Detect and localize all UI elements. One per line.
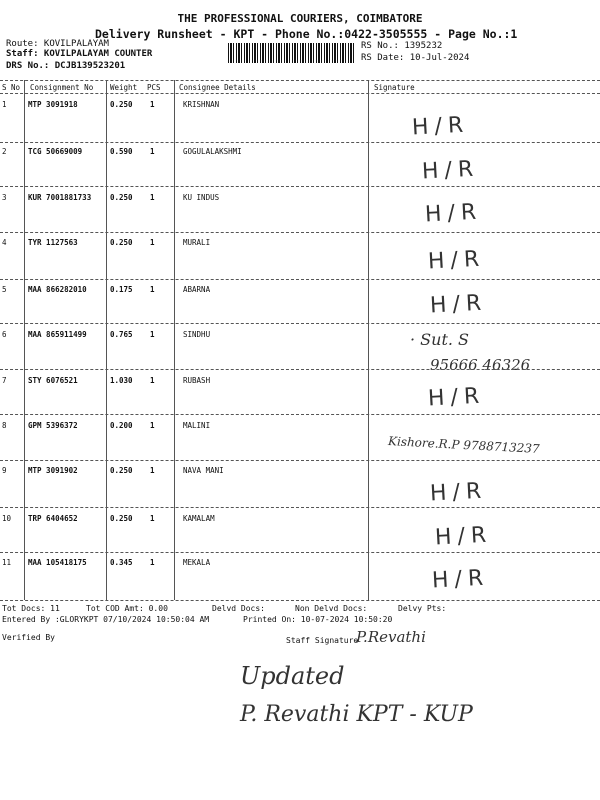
row-consignee: KU INDUS xyxy=(183,193,220,202)
row-consignment: MTP 3091902 xyxy=(28,466,78,475)
row-consignment: MAA 105418175 xyxy=(28,558,87,567)
row-weight: 0.250 xyxy=(110,514,133,523)
row-weight: 0.250 xyxy=(110,238,133,247)
row-signature: H/R xyxy=(411,112,470,141)
handwritten-updater: P. Revathi KPT - KUP xyxy=(240,702,473,727)
row-sno: 7 xyxy=(2,376,7,385)
row-signature: H/R xyxy=(429,478,488,507)
row-consignee: ABARNA xyxy=(183,285,211,294)
row-sno: 3 xyxy=(2,193,7,202)
row-consignment: MAA 866282010 xyxy=(28,285,87,294)
row-consignment: TRP 6404652 xyxy=(28,514,78,523)
row-consignment: KUR 7001881733 xyxy=(28,193,92,202)
row-sno: 2 xyxy=(2,147,7,156)
delivery-points: Delvy Pts: xyxy=(398,604,447,613)
row-pcs: 1 xyxy=(150,238,155,247)
row-signature: H/R xyxy=(427,383,486,412)
row-consignment: MAA 865911499 xyxy=(28,330,87,339)
runsheet-subtitle: Delivery Runsheet - KPT - Phone No.:0422-3505555 - Page No.:1 xyxy=(95,27,518,41)
handwritten-initials: · Sut. S xyxy=(410,330,469,349)
row-sno: 8 xyxy=(2,421,7,430)
row-sno: 5 xyxy=(2,285,7,294)
route-label: Route: KOVILPALAYAM xyxy=(6,39,109,49)
row-sno: 11 xyxy=(2,558,12,567)
row-consignment: TYR 1127563 xyxy=(28,238,78,247)
document-title: THE PROFESSIONAL COURIERS, COIMBATORE xyxy=(177,12,423,25)
row-consignee: GOGULALAKSHMI xyxy=(183,147,242,156)
non-delivered-docs: Non Delvd Docs: xyxy=(295,604,368,613)
delivered-docs: Delvd Docs: xyxy=(212,604,265,613)
row-consignee: MURALI xyxy=(183,238,211,247)
row-signature: H/R xyxy=(424,199,483,228)
row-signature: H/R xyxy=(431,565,490,594)
row-signature: H/R xyxy=(434,522,493,551)
col-header-consignee: Consignee Details xyxy=(179,83,256,92)
row-pcs: 1 xyxy=(150,100,155,109)
col-header-pcs: PCS xyxy=(147,83,161,92)
row-consignee: MEKALA xyxy=(183,558,211,567)
handwritten-updated: Updated xyxy=(240,662,345,690)
staff-signature-label: Staff Signature xyxy=(286,636,359,645)
row-weight: 0.200 xyxy=(110,421,133,430)
rs-number: RS No.: 1395232 xyxy=(361,41,443,51)
row-consignee: RUBASH xyxy=(183,376,211,385)
row-consignment: GPM 5396372 xyxy=(28,421,78,430)
row-sno: 9 xyxy=(2,466,7,475)
barcode-image xyxy=(228,43,354,63)
row-sno: 1 xyxy=(2,100,7,109)
row-pcs: 1 xyxy=(150,421,155,430)
row-consignment: TCG 50669009 xyxy=(28,147,83,156)
row-weight: 0.175 xyxy=(110,285,133,294)
row-consignee: KRISHNAN xyxy=(183,100,220,109)
row-weight: 0.590 xyxy=(110,147,133,156)
row-signature: Kishore.R.P 9788713237 xyxy=(387,434,540,456)
row-weight: 0.250 xyxy=(110,193,133,202)
row-signature: H/R xyxy=(421,156,480,185)
row-pcs: 1 xyxy=(150,193,155,202)
total-cod-amount: Tot COD Amt: 0.00 xyxy=(86,604,168,613)
row-pcs: 1 xyxy=(150,330,155,339)
printed-on: Printed On: 10-07-2024 10:50:20 xyxy=(243,615,393,624)
col-header-signature: Signature xyxy=(374,83,415,92)
col-header-consignment: Consignment No xyxy=(30,83,94,92)
row-consignment: MTP 3091918 xyxy=(28,100,78,109)
verified-by: Verified By xyxy=(2,633,55,642)
row-sno: 6 xyxy=(2,330,7,339)
staff-signature: P.Revathi xyxy=(356,628,426,646)
row-consignee: SINDHU xyxy=(183,330,211,339)
row-consignment: STY 6076521 xyxy=(28,376,78,385)
row-pcs: 1 xyxy=(150,558,155,567)
drs-number: DRS No.: DCJB139523201 xyxy=(6,61,126,71)
row-consignee: KAMALAM xyxy=(183,514,215,523)
row-pcs: 1 xyxy=(150,466,155,475)
entered-by: Entered By :GLORYKPT 07/10/2024 10:50:04 AM xyxy=(2,615,210,624)
staff-label: Staff: KOVILPALAYAM COUNTER xyxy=(6,49,153,59)
col-header-sno: S No xyxy=(2,83,21,92)
row-weight: 0.765 xyxy=(110,330,133,339)
row-pcs: 1 xyxy=(150,147,155,156)
row-signature: 95666 46326 xyxy=(430,356,531,374)
row-consignee: MALINI xyxy=(183,421,211,430)
row-weight: 1.030 xyxy=(110,376,133,385)
rs-date: RS Date: 10-Jul-2024 xyxy=(361,53,470,63)
row-pcs: 1 xyxy=(150,285,155,294)
row-weight: 0.345 xyxy=(110,558,133,567)
row-pcs: 1 xyxy=(150,514,155,523)
row-signature: H/R xyxy=(427,246,486,275)
row-weight: 0.250 xyxy=(110,466,133,475)
row-consignee: NAVA MANI xyxy=(183,466,224,475)
row-signature: H/R xyxy=(429,290,488,319)
total-docs: Tot Docs: 11 xyxy=(2,604,60,613)
row-pcs: 1 xyxy=(150,376,155,385)
col-header-weight: Weight xyxy=(110,83,138,92)
row-sno: 10 xyxy=(2,514,12,523)
row-sno: 4 xyxy=(2,238,7,247)
row-weight: 0.250 xyxy=(110,100,133,109)
